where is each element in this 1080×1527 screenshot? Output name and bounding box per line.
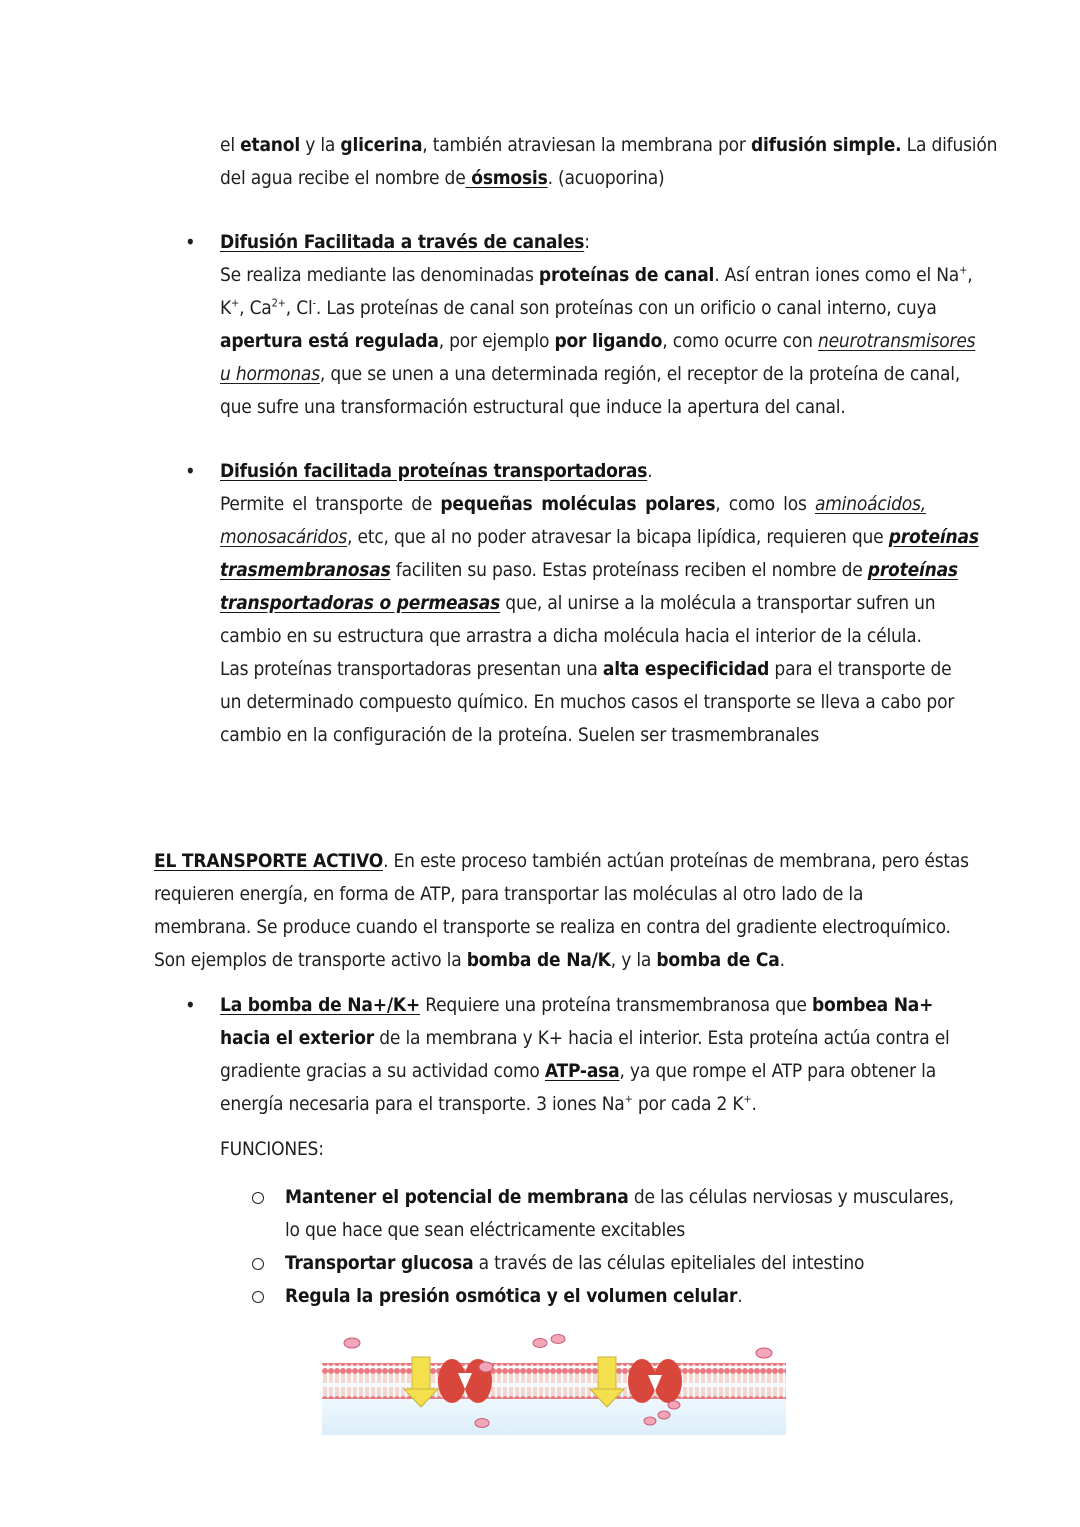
activo-line-2: requieren energía, en forma de ATP, para transportar las moléculas al otro lado de la (154, 883, 864, 905)
bomba-line-4: energía necesaria para el transporte. 3 iones Na+ por cada 2 K+. (220, 1092, 757, 1115)
section-title-transporte-activo: EL TRANSPORTE ACTIVO (154, 850, 384, 872)
activo-line-3: membrana. Se produce cuando el transporte se realiza en contra del gradiente electroquímico. (154, 916, 951, 938)
hollow-circle-icon (252, 1192, 264, 1204)
funciones-label: FUNCIONES: (220, 1138, 324, 1160)
lipid-bilayer (322, 1363, 786, 1399)
term-difusion-simple: difusión simple. (750, 134, 902, 156)
bullet-icon: • (185, 230, 196, 254)
transportadoras-line-1: Permite el transporte de pequeñas moléculas polares, como los aminoácidos, (220, 493, 926, 515)
canales-line-4: u hormonas, que se unen a una determinada región, el receptor de la proteína de canal, (220, 363, 961, 385)
canales-heading: Difusión Facilitada a través de canales: (220, 231, 590, 253)
intro-line-1: el etanol y la glicerina, también atraviesan la membrana por difusión simple. La difusión (220, 134, 998, 156)
transportadoras-line-5: cambio en su estructura que arrastra a dicha molécula hacia el interior de la célula. (220, 625, 922, 647)
canales-line-2: K+, $Ca^{2+}$, Cl-. Las proteínas de canal son proteínas con un orificio o canal interno, cuya (220, 296, 937, 319)
transportadoras-line-3: trasmembranosas faciliten su paso. Estas proteínass reciben el nombre de proteínas (220, 559, 958, 581)
transportadoras-heading: Difusión facilitada proteínas transportadoras. (220, 460, 653, 482)
hollow-circle-icon (252, 1258, 264, 1270)
funcion-2: Transportar glucosa a través de las células epiteliales del intestino (285, 1252, 865, 1274)
bullet-icon: • (185, 459, 196, 483)
bomba-line-3: gradiente gracias a su actividad como ATP-asa, ya que rompe el ATP para obtener la (220, 1060, 936, 1082)
intro-line-2: del agua recibe el nombre de ósmosis. (acuoporina) (220, 167, 665, 189)
funcion-3: Regula la presión osmótica y el volumen celular. (285, 1285, 743, 1307)
transportadoras-line-2: monosacáridos, etc, que al no poder atravesar la bicapa lipídica, requieren que proteínas (220, 526, 979, 548)
transportadoras-line-7: un determinado compuesto químico. En muchos casos el transporte se lleva a cabo por (220, 691, 955, 713)
transportadoras-line-8: cambio en la configuración de la proteína. Suelen ser trasmembranales (220, 724, 820, 746)
funcion-1-cont: lo que hace que sean eléctricamente excitables (285, 1219, 686, 1241)
canales-line-5: que sufre una transformación estructural que induce la apertura del canal. (220, 396, 846, 418)
canales-line-3: apertura está regulada, por ejemplo por ligando, como ocurre con neurotransmisores (220, 330, 976, 352)
hollow-circle-icon (252, 1291, 264, 1303)
transportadoras-line-6: Las proteínas transportadoras presentan una alta especificidad para el transporte de (220, 658, 952, 680)
activo-line-4: Son ejemplos de transporte activo la bomba de Na/K, y la bomba de Ca. (154, 949, 785, 971)
transportadoras-line-4: transportadoras o permeasas que, al unirse a la molécula a transportar sufren un (220, 592, 936, 614)
term-osmosis: ósmosis (465, 167, 548, 189)
funcion-1: Mantener el potencial de membrana de las células nerviosas y musculares, (285, 1186, 954, 1208)
activo-line-1: EL TRANSPORTE ACTIVO. En este proceso también actúan proteínas de membrana, pero éstas (154, 850, 969, 872)
bomba-line-2: hacia el exterior de la membrana y K+ hacia el interior. Esta proteína actúa contra el (220, 1027, 950, 1049)
membrane-pump-illustration (322, 1331, 786, 1435)
bomba-line-1: La bomba de Na+/K+ Requiere una proteína transmembranosa que bombea Na+ (220, 994, 934, 1016)
bullet-icon: • (185, 993, 196, 1017)
term-etanol: etanol (240, 134, 300, 156)
canales-line-1: Se realiza mediante las denominadas proteínas de canal. Así entran iones como el Na+, (220, 263, 973, 286)
term-glicerina: glicerina (340, 134, 423, 156)
